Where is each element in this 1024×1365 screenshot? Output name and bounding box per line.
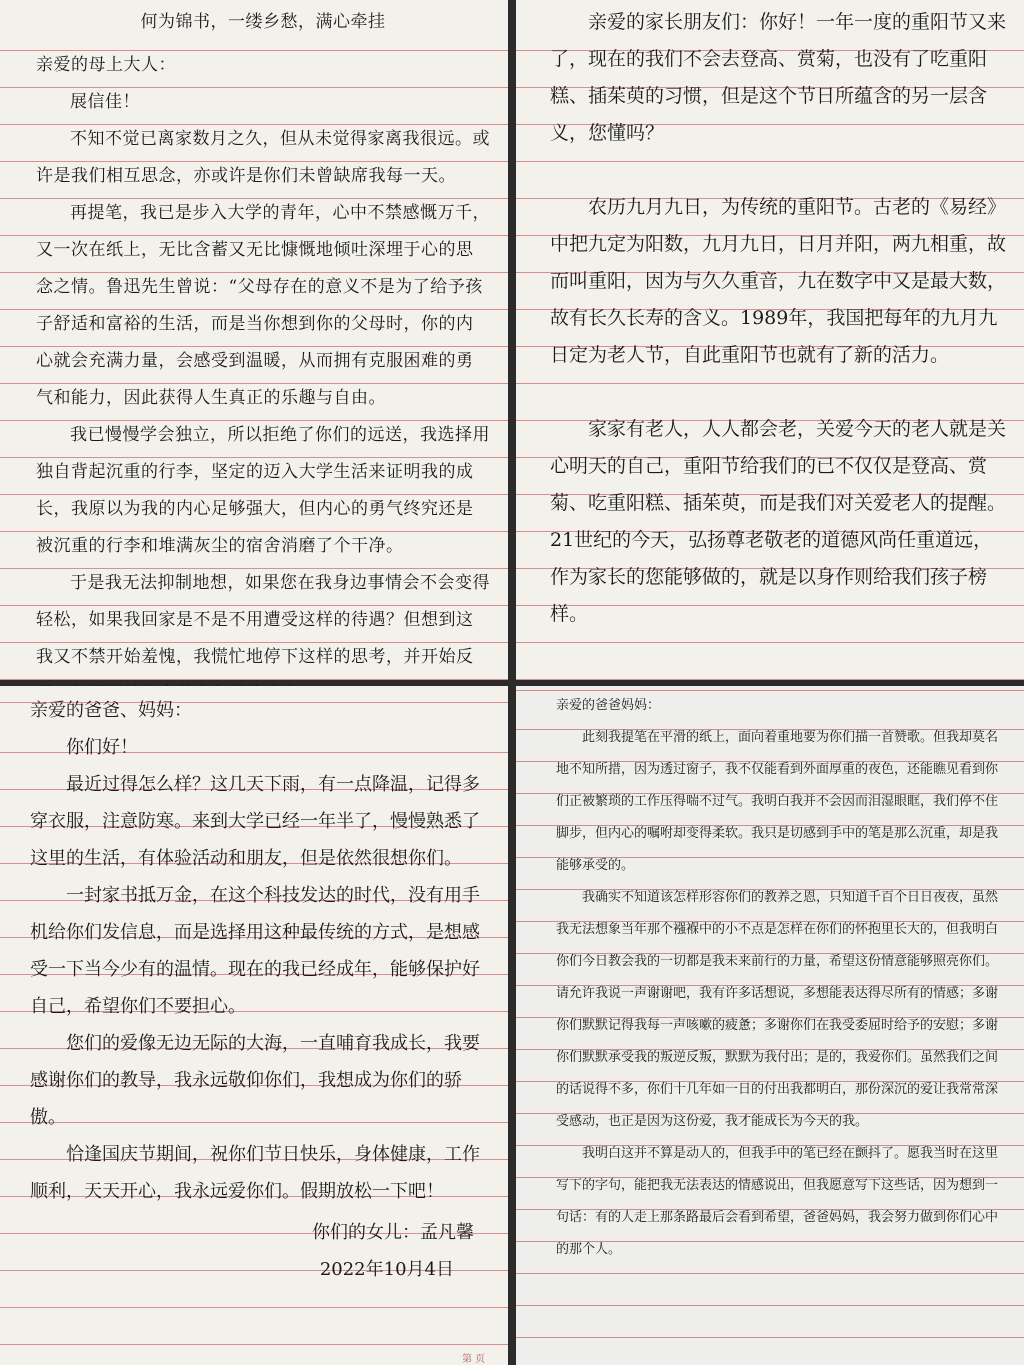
letter-paragraph: 一封家书抵万金，在这个科技发达的时代，没有用手机给你们发信息，而是选择用这种最传统的方式，是想感受一下当今少有的温情。现在的我已经成年，能够保护好自己，希望你们不要担心。 [30, 885, 480, 1017]
letter-signature: 你们的女儿：孟凡馨 [312, 1222, 474, 1243]
letter-opening: 展信佳！ [70, 92, 140, 112]
letter-paragraph: 不知不觉已离家数月之久，但从未觉得家离我很远。或许是我们相互思念，亦或许是你们未曾缺席我每一天。 [36, 129, 490, 186]
letter-greeting: 你们好！ [66, 737, 138, 758]
letter-page-2 [516, 0, 1024, 680]
letter-page-4 [516, 686, 1024, 1365]
letter-paragraph: 我确实不知道该怎样形容你们的教养之恩，只知道千百个日日夜夜，虽然我无法想象当年那个襁褓中的小不点是怎样在你们的怀抱里长大的，但我明白你们今日教会我的一切都是我未来前行的力量，希望这份情意能够照亮你们。请允许我说一声谢谢吧，我有许多话想说，多想能表达得尽所有的情感；多谢你们默默记得我每一声咳嗽的疲惫；多谢你们在我受委屈时给予的安慰；多谢你们默默承受我的叛逆反叛，默默为我付出；是的，我爱你们。虽然我们之间的话说得不多，你们十几年如一日的付出我都明白，那份深沉的爱让我常常深受感动，也正是因为这份爱，我才能成长为今天的我。 [556, 890, 999, 1129]
letter-page-3 [0, 686, 508, 1365]
letter-intro: 亲爱的家长朋友们：你好！一年一度的重阳节又来了，现在的我们不会去登高、赏菊，也没有了吃重阳糕、插茱萸的习惯，但是这个节日所蕴含的另一层含义，您懂吗？ [550, 11, 1007, 144]
letter-paragraph: 恰逢国庆节期间，祝你们节日快乐，身体健康，工作顺利，天天开心，我永远爱你们。假期放松一下吧！ [30, 1144, 480, 1202]
letter-paragraph: 再提笔，我已是步入大学的青年，心中不禁感慨万千，又一次在纸上，无比含蓄又无比慷慨地倾吐深埋于心的思念之情。鲁迅先生曾说：“父母存在的意义不是为了给予孩子舒适和富裕的生活，而是当你想到你的父母时，你的内心就会充满力量，会感受到温暖，从而拥有克服困难的勇气和能力，因此获得人生真正的乐趣与自由。 [36, 203, 490, 408]
letter-paragraph: 我明白这并不算是动人的，但我手中的笔已经在颤抖了。愿我当时在这里写下的字句，能把我无法表达的情感说出，但我愿意写下这些话，因为想到一句话：有的人走上那条路最后会看到希望，爸爸妈妈，我会努力做到你们心中的那个人。 [556, 1146, 999, 1257]
letter-title: 何为锦书，一缕乡愁，满心牵挂 [140, 12, 386, 32]
letter-paragraph: 农历九月九日，为传统的重阳节。古老的《易经》中把九定为阳数，九月九日，日月并阳，两九相重，故而叫重阳，因为与久久重音，九在数字中又是最大数，故有长久长寿的含义。1989年，我国把每年的九月九日定为老人节，自此重阳节也就有了新的活力。 [550, 196, 1007, 366]
letter-paragraph: 此刻我提笔在平滑的纸上，面向着重地要为你们描一首赞歌。但我却莫名地不知所措，因为透过窗子，我不仅能看到外面厚重的夜色，还能瞧见看到你们正被繁琐的工作压得喘不过气。我明白我并不会因而泪湿眼眶，我们停不住脚步，但内心的嘱咐却变得柔软。我只是切感到手中的笔是那么沉重，却是我能够承受的。 [556, 730, 999, 873]
letter-salutation: 亲爱的爸爸妈妈： [556, 698, 661, 713]
letter-paragraph: 最近过得怎么样？这几天下雨，有一点降温，记得多穿衣服，注意防寒。来到大学已经一年半了，慢慢熟悉了这里的生活，有体验活动和朋友，但是依然很想你们。 [30, 774, 480, 869]
letter-page-1 [0, 0, 508, 680]
letter-salutation: 亲爱的母上大人： [36, 55, 176, 75]
page-number-label: 第 页 [462, 1354, 486, 1365]
blank-line [550, 374, 1010, 411]
letter-paragraph: 家家有老人，人人都会老，关爱今天的老人就是关心明天的自己，重阳节给我们的已不仅仅是登高、赏菊、吃重阳糕、插茱萸，而是我们对关爱老人的提醒。21世纪的今天，弘扬尊老敬老的道德风尚任重道远，作为家长的您能够做的，就是以身作则给我们孩子榜样。 [550, 418, 1007, 625]
letter-salutation: 亲爱的爸爸、妈妈： [30, 700, 192, 721]
letter-paragraph: 我已慢慢学会独立，所以拒绝了你们的远送，我选择用独自背起沉重的行李，坚定的迈入大学生活来证明我的成长，我原以为我的内心足够强大，但内心的勇气终究还是被沉重的行李和堆满灰尘的宿舍消磨了个干净。 [36, 425, 490, 556]
letter-paragraph: 您们的爱像无边无际的大海，一直哺育我成长，我要感谢你们的教导，我永远敬仰你们，我想成为你们的骄傲。 [30, 1033, 480, 1128]
blank-line [550, 152, 1010, 189]
letter-date: 2022年10月4日 [319, 1259, 454, 1280]
letter-paragraph: 于是我无法抑制地想，如果您在我身边事情会不会变得轻松，如果我回家是不是不用遭受这样的待遇？但想到这我又不禁开始羞愧，我慌忙地停下这样的思考，并开始反 [36, 573, 490, 667]
